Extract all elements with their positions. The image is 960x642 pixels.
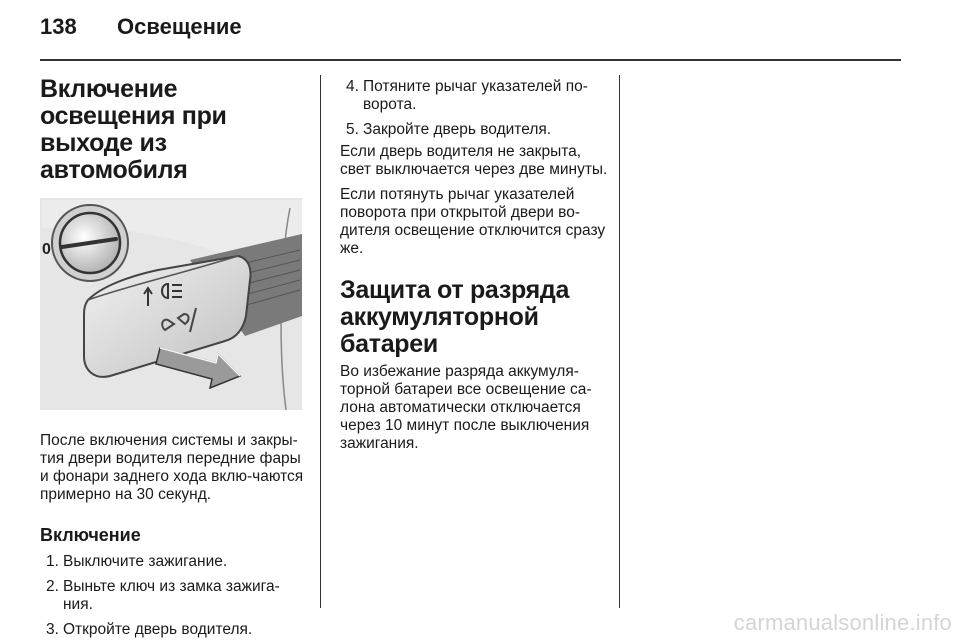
section-title-exit-lighting: Включение освещения при выходе из автомобиля <box>40 75 227 184</box>
step-text: Откройте дверь водителя. <box>63 621 253 638</box>
subsection-title-activation: Включение <box>40 525 141 545</box>
column-divider-left <box>320 75 321 608</box>
ignition-position-label: 0 <box>42 241 51 258</box>
page-number: 138 <box>40 14 77 39</box>
step-text: Закройте дверь водителя. <box>363 121 552 138</box>
step-text: Выключите зажигание. <box>63 553 228 570</box>
section-title-battery-protection: Защита от разряда аккумуляторной батареи <box>340 276 570 358</box>
activation-steps <box>40 553 308 639</box>
turn-signal-lever-illustration <box>40 198 302 410</box>
list-item <box>340 78 612 114</box>
step-number: 4. <box>346 78 359 95</box>
door-open-paragraph: Если дверь водителя не закрыта, свет выключается через две минуты. <box>340 143 608 178</box>
intro-paragraph: После включения системы и закры-тия двери водителя передние фары и фонари заднего хода вклю-чаются примерно на 30 секунд. <box>40 432 304 503</box>
list-item <box>340 121 612 139</box>
step-number: 5. <box>346 121 359 138</box>
lever-pull-paragraph: Если потянуть рычаг указателей поворота при открытой двери во-дителя освещение отключится сразу же. <box>340 186 606 257</box>
activation-steps-continued <box>340 78 612 139</box>
step-text: Выньте ключ из замка зажига-ния. <box>63 578 280 613</box>
chapter-title: Освещение <box>117 14 242 39</box>
step-number: 3. <box>46 621 59 638</box>
battery-protection-paragraph: Во избежание разряда аккумуля-торной батареи все освещение са-лона автоматически отключается через 10 минут после выключения зажигания. <box>340 363 592 452</box>
header-rule <box>40 59 901 61</box>
list-item <box>40 553 308 571</box>
left-column <box>40 76 308 639</box>
list-item <box>40 621 308 639</box>
column-divider-right <box>619 75 620 608</box>
list-item <box>40 578 308 614</box>
step-number: 2. <box>46 578 59 595</box>
watermark: carmanualsonline.info <box>733 610 952 635</box>
step-text: Потяните рычаг указателей по-ворота. <box>363 78 588 113</box>
right-column <box>340 78 612 453</box>
step-number: 1. <box>46 553 59 570</box>
